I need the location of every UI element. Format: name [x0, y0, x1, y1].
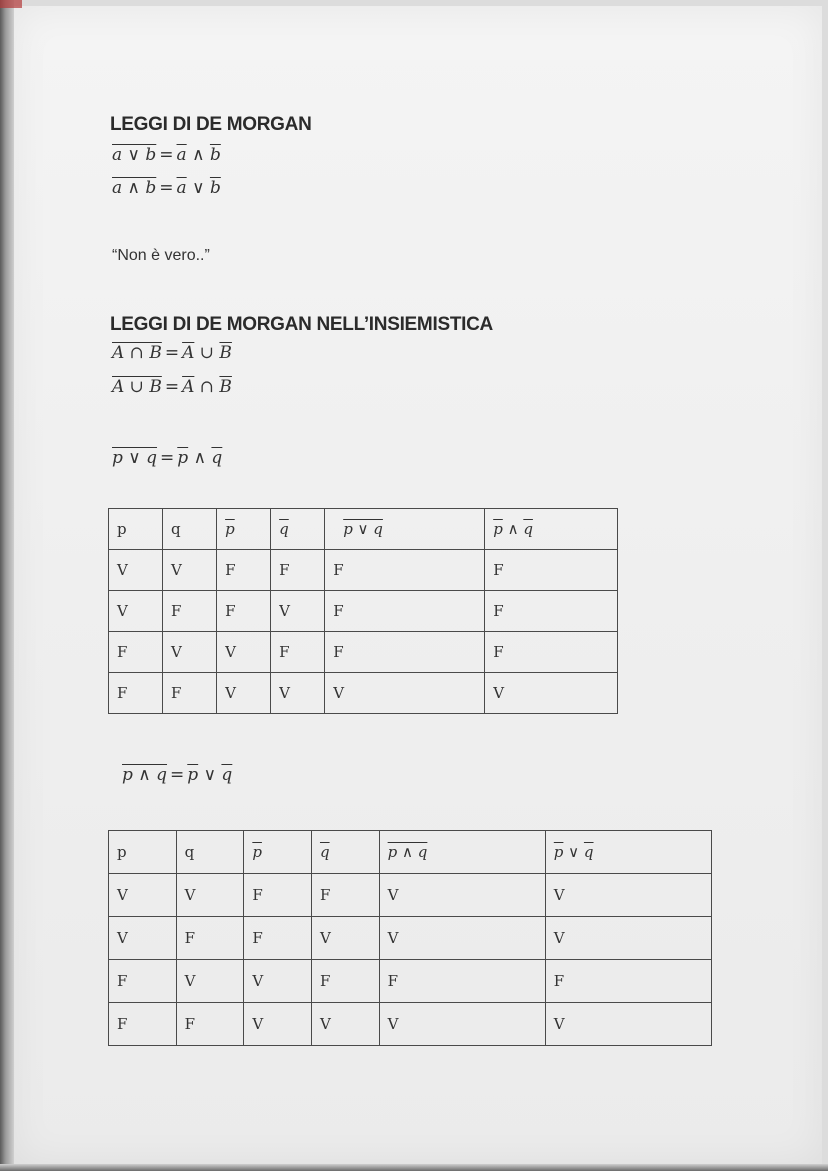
truth-table-1: [108, 508, 618, 714]
table-cell: F: [485, 591, 618, 632]
table-cell: V: [379, 917, 545, 960]
table-cell: V: [545, 917, 711, 960]
table-cell: F: [176, 1003, 244, 1046]
law-equals: =: [159, 145, 174, 165]
table-cell: V: [176, 960, 244, 1003]
law-lhs: A ∩ B: [112, 343, 162, 363]
set-law-2: [112, 377, 232, 397]
table-cell: F: [244, 874, 312, 917]
table-cell: V: [325, 673, 485, 714]
table-row: [109, 550, 618, 591]
table-row: [109, 591, 618, 632]
law-rhs-b: $\overline{q}$: [221, 765, 233, 785]
table-cell: F: [163, 673, 217, 714]
table-cell: F: [271, 550, 325, 591]
table-cell: F: [271, 632, 325, 673]
law-equals: =: [170, 765, 185, 785]
table-cell: F: [217, 550, 271, 591]
table-cell: V: [217, 673, 271, 714]
header-cell: [485, 509, 618, 550]
header-cell: q: [176, 831, 244, 874]
header-text: $\overline{p}$ ∧ $\overline{q}$: [493, 520, 533, 538]
table-cell: V: [163, 632, 217, 673]
table-row: [109, 632, 618, 673]
table-cell: F: [109, 673, 163, 714]
table-cell: V: [271, 673, 325, 714]
scan-edge-left: [0, 0, 14, 1171]
table-cell: F: [311, 874, 379, 917]
table-cell: V: [485, 673, 618, 714]
table-cell: F: [311, 960, 379, 1003]
truth-formula-2: [122, 765, 232, 785]
set-law-1: [112, 343, 232, 363]
table-cell: V: [109, 550, 163, 591]
table-cell: V: [176, 874, 244, 917]
law-rhs-b: $\overline{B}$: [219, 377, 232, 397]
table-cell: F: [379, 960, 545, 1003]
header-cell: p ∧ q: [379, 831, 545, 874]
section-title-de-morgan: LEGGI DI DE MORGAN: [110, 114, 312, 135]
header-cell: p ∨ q: [325, 509, 485, 550]
table-cell: F: [109, 1003, 177, 1046]
table-cell: F: [325, 550, 485, 591]
truth-table-2: [108, 830, 712, 1046]
table-cell: V: [311, 1003, 379, 1046]
scan-edge-bottom: [0, 1164, 828, 1171]
table-cell: F: [485, 632, 618, 673]
header-text: $\overline{p}$ ∨ $\overline{q}$: [553, 843, 594, 861]
law-rhs-a: $\overline{a}$: [176, 145, 187, 165]
table-cell: F: [217, 591, 271, 632]
table-cell: F: [325, 632, 485, 673]
law-equals: =: [164, 377, 180, 397]
header-cell: $\overline{q}$: [271, 509, 325, 550]
de-morgan-law-1: [112, 145, 221, 165]
table-cell: V: [311, 917, 379, 960]
table-cell: V: [545, 874, 711, 917]
table-cell: V: [109, 874, 177, 917]
law-equals: =: [160, 448, 175, 468]
header-cell: $\overline{q}$: [311, 831, 379, 874]
table-cell: F: [109, 632, 163, 673]
law-rhs-b: $\overline{b}$: [209, 145, 221, 165]
table-row: [109, 874, 712, 917]
table-row: [109, 960, 712, 1003]
scan-corner-mark: [0, 0, 22, 8]
law-lhs: p ∧ q: [122, 765, 168, 785]
table-cell: V: [271, 591, 325, 632]
law-rhs-a: $\overline{p}$: [187, 765, 199, 785]
table-cell: F: [176, 917, 244, 960]
table-row: [109, 1003, 712, 1046]
header-cell: [545, 831, 711, 874]
table-cell: V: [109, 917, 177, 960]
table-cell: V: [109, 591, 163, 632]
law-rhs-a: $\overline{p}$: [177, 448, 189, 468]
header-cell: $\overline{p}$: [244, 831, 312, 874]
law-rhs-a: $\overline{a}$: [176, 178, 187, 198]
law-lhs: a ∨ b: [112, 145, 157, 165]
header-cell: p: [109, 509, 163, 550]
law-rhs-b: $\overline{b}$: [209, 178, 221, 198]
table-cell: V: [545, 1003, 711, 1046]
law-lhs: A ∪ B: [112, 377, 162, 397]
law-operator: ∨: [192, 178, 205, 198]
header-cell: p: [109, 831, 177, 874]
law-rhs-a: $\overline{A}$: [182, 377, 195, 397]
table-header-row: [109, 509, 618, 550]
table-cell: F: [163, 591, 217, 632]
table-cell: V: [379, 1003, 545, 1046]
table-cell: V: [217, 632, 271, 673]
table-cell: V: [244, 960, 312, 1003]
law-lhs: a ∧ b: [112, 178, 157, 198]
section-title-insiemistica: LEGGI DI DE MORGAN NELL’INSIEMISTICA: [110, 314, 493, 335]
law-lhs: p ∨ q: [112, 448, 158, 468]
law-rhs-b: $\overline{q}$: [211, 448, 223, 468]
table-cell: V: [244, 1003, 312, 1046]
header-cell: q: [163, 509, 217, 550]
table-cell: F: [109, 960, 177, 1003]
law-operator: ∩: [199, 377, 215, 397]
law-operator: ∧: [192, 145, 205, 165]
law-operator: ∪: [199, 343, 215, 363]
de-morgan-law-2: [112, 178, 221, 198]
table-cell: F: [325, 591, 485, 632]
table-cell: F: [545, 960, 711, 1003]
table-header-row: [109, 831, 712, 874]
law-equals: =: [164, 343, 180, 363]
table-cell: F: [244, 917, 312, 960]
law-operator: ∧: [193, 448, 207, 468]
law-equals: =: [159, 178, 174, 198]
header-cell: $\overline{p}$: [217, 509, 271, 550]
table-cell: F: [485, 550, 618, 591]
law-rhs-a: $\overline{A}$: [182, 343, 195, 363]
table-row: [109, 917, 712, 960]
quote-text: “Non è vero..”: [112, 247, 210, 264]
table-row: [109, 673, 618, 714]
truth-formula-1: [112, 448, 222, 468]
law-operator: ∨: [203, 765, 217, 785]
table-cell: V: [379, 874, 545, 917]
table-cell: V: [163, 550, 217, 591]
law-rhs-b: $\overline{B}$: [219, 343, 232, 363]
